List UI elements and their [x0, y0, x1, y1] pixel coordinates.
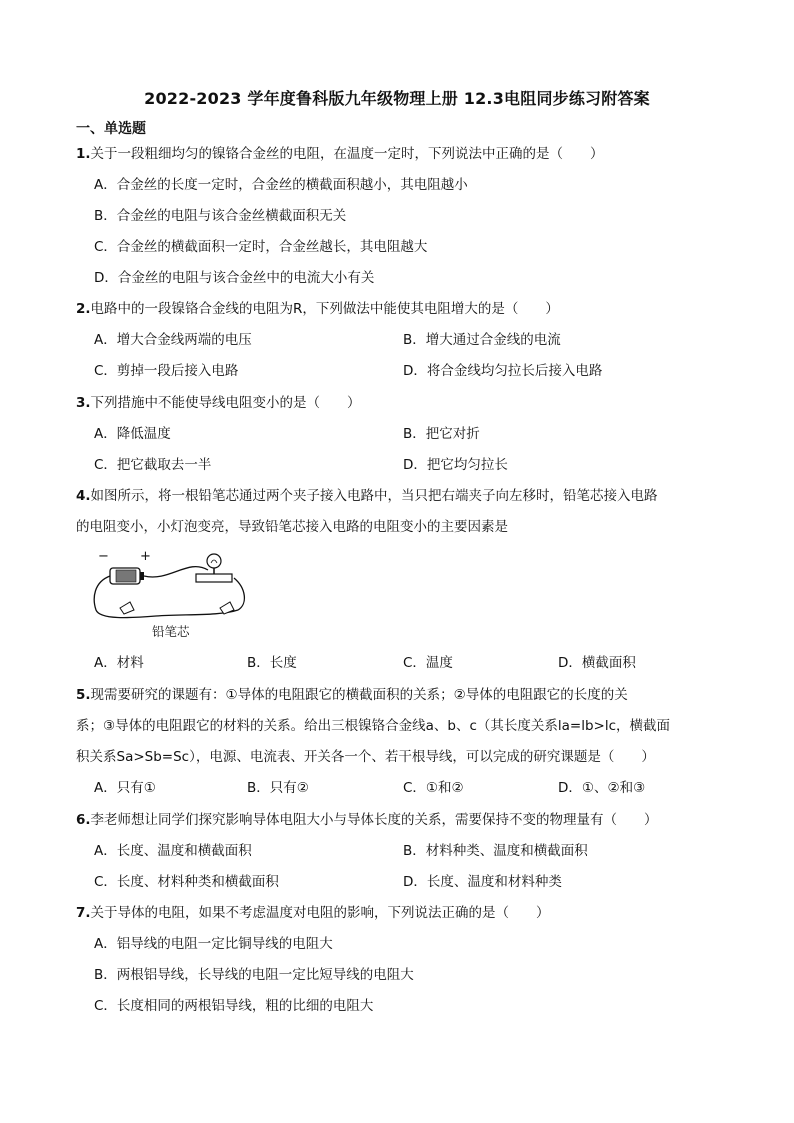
question-2-option-a: A．增大合金线两端的电压	[94, 332, 252, 348]
question-3-option-b: B．把它对折	[403, 426, 480, 442]
question-5-stem	[76, 686, 628, 704]
question-5-option-c: C．①和②	[403, 780, 464, 796]
question-2-option-b: B．增大通过合金线的电流	[403, 332, 561, 348]
question-text: 关于导体的电阻，如果不考虑温度对电阻的影响，下列说法正确的是（ ）	[90, 905, 550, 921]
question-1-option-d: D．合金丝的电阻与该合金丝中的电流大小有关	[94, 270, 375, 286]
battery-plus-label: +	[140, 549, 151, 564]
left-clip-icon	[120, 602, 134, 614]
question-text: 李老师想让同学们探究影响导体电阻大小与导体长度的关系，需要保持不变的物理量有（ ）	[90, 812, 658, 828]
light-bulb-icon	[196, 554, 232, 582]
document-title: 2022-2023 学年度鲁科版九年级物理上册 12.3电阻同步练习附答案	[144, 89, 650, 108]
question-1-option-b: B．合金丝的电阻与该合金丝横截面积无关	[94, 208, 347, 224]
question-6-option-b: B．材料种类、温度和横截面积	[403, 843, 588, 859]
question-7-option-b: B．两根铝导线，长导线的电阻一定比短导线的电阻大	[94, 967, 414, 983]
question-1-option-a: A．合金丝的长度一定时，合金丝的横截面积越小，其电阻越小	[94, 177, 468, 193]
question-4-stem	[76, 487, 658, 505]
question-number: 7.	[76, 905, 91, 921]
section-heading: 一、单选题	[76, 121, 146, 137]
question-3-option-a: A．降低温度	[94, 426, 171, 442]
question-5-stem-line-2: 系；③导体的电阻跟它的材料的关系。给出三根镍铬合金线a、b、c（其长度关系la=lb>lc，横截面	[76, 718, 671, 734]
question-6-stem	[76, 811, 658, 829]
question-number: 1.	[76, 146, 91, 162]
question-7-option-a: A．铝导线的电阻一定比铜导线的电阻大	[94, 936, 333, 952]
battery-icon	[110, 568, 144, 584]
question-7-stem	[76, 904, 550, 922]
question-number: 6.	[76, 812, 91, 828]
question-4-option-d: D．横截面积	[558, 655, 636, 671]
question-text: 现需要研究的课题有：①导体的电阻跟它的横截面积的关系；②导体的电阻跟它的长度的关	[90, 687, 628, 703]
question-1-stem	[76, 145, 604, 163]
question-text: 电路中的一段镍铬合金线的电阻为R，下列做法中能使其电阻增大的是（ ）	[90, 301, 559, 317]
question-text: 如图所示，将一根铅笔芯通过两个夹子接入电路中，当只把右端夹子向左移时，铅笔芯接入电路	[90, 488, 658, 504]
question-number: 5.	[76, 687, 91, 703]
question-1-option-c: C．合金丝的横截面积一定时，合金丝越长，其电阻越大	[94, 239, 428, 255]
question-number: 2.	[76, 301, 91, 317]
question-number: 4.	[76, 488, 91, 504]
question-3-option-d: D．把它均匀拉长	[403, 457, 508, 473]
question-text: 关于一段粗细均匀的镍铬合金丝的电阻，在温度一定时，下列说法中正确的是（ ）	[90, 146, 604, 162]
question-5-option-b: B．只有②	[247, 780, 309, 796]
question-6-option-a: A．长度、温度和横截面积	[94, 843, 252, 859]
question-6-option-d: D．长度、温度和材料种类	[403, 874, 562, 890]
battery-minus-label: −	[98, 549, 109, 564]
question-2-stem	[76, 300, 559, 318]
question-4-option-b: B．长度	[247, 655, 297, 671]
pencil-lead-circuit-figure	[90, 548, 250, 640]
question-3-option-c: C．把它截取去一半	[94, 457, 212, 473]
question-5-option-d: D．①、②和③	[558, 780, 646, 796]
question-7-option-c: C．长度相同的两根铝导线，粗的比细的电阻大	[94, 998, 374, 1014]
question-5-stem-line-3: 积关系Sa>Sb=Sc），电源、电流表、开关各一个、若干根导线，可以完成的研究课题是（ ）	[76, 749, 655, 765]
figure-caption: 铅笔芯	[152, 624, 190, 639]
question-2-option-c: C．剪掉一段后接入电路	[94, 363, 239, 379]
question-2-option-d: D．将合金线均匀拉长后接入电路	[403, 363, 603, 379]
question-5-option-a: A．只有①	[94, 780, 156, 796]
question-3-stem	[76, 394, 361, 412]
question-6-option-c: C．长度、材料种类和横截面积	[94, 874, 279, 890]
question-number: 3.	[76, 395, 91, 411]
question-4-option-c: C．温度	[403, 655, 453, 671]
question-4-option-a: A．材料	[94, 655, 144, 671]
question-4-stem-line-2: 的电阻变小，小灯泡变亮，导致铅笔芯接入电路的电阻变小的主要因素是	[76, 519, 508, 535]
question-text: 下列措施中不能使导线电阻变小的是（ ）	[90, 395, 361, 411]
